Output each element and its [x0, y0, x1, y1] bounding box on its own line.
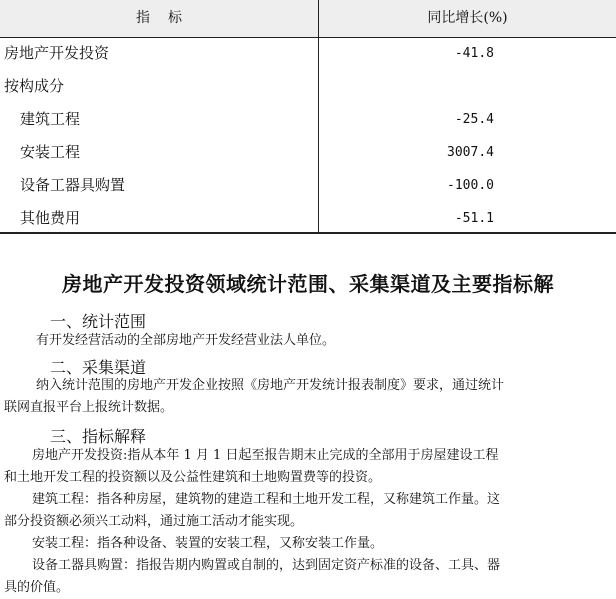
paragraph-line: 设备工器具购置：指报告期内购置或自制的，达到固定资产标准的设备、工具、器	[32, 558, 501, 573]
row-label: 设备工器具购置	[20, 176, 126, 194]
table-header	[0, 0, 616, 38]
row-value: -41.8	[454, 46, 494, 61]
section-heading: 一、统计范围	[50, 312, 147, 331]
table-row	[0, 169, 616, 202]
header-growth: 同比增长(%)	[427, 10, 508, 26]
doc-title: 房地产开发投资领域统计范围、采集渠道及主要指标解	[62, 272, 554, 296]
row-value: 3007.4	[447, 145, 494, 160]
paragraph-line: 纳入统计范围的房地产开发企业按照《房地产开发统计报表制度》要求，通过统计	[36, 378, 505, 393]
table-row	[0, 136, 616, 169]
paragraph-line: 安装工程：指各种设备、装置的安装工程，又称安装工作量。	[32, 536, 384, 551]
row-value: -100.0	[447, 178, 494, 193]
paragraph-line: 房地产开发投资:指从本年 1 月 1 日起至报告期末止完成的全部用于房屋建设工程	[32, 448, 499, 463]
header-indicator: 指标	[136, 10, 200, 26]
paragraph-line: 有开发经营活动的全部房地产开发经营业法人单位。	[36, 333, 336, 348]
paragraph-line: 和土地开发工程的投资额以及公益性建筑和土地购置费等的投资。	[4, 470, 382, 485]
table-row	[0, 103, 616, 136]
table-bottom-rule	[0, 232, 616, 234]
paragraph-line: 联网直报平台上报统计数据。	[4, 400, 174, 415]
row-label: 建筑工程	[20, 110, 81, 128]
section-body	[4, 375, 614, 419]
row-label: 按构成分	[4, 77, 65, 95]
row-label: 其他费用	[20, 209, 81, 227]
section-heading: 二、采集渠道	[50, 358, 147, 377]
table-row	[0, 37, 616, 70]
paragraph-line: 建筑工程：指各种房屋，建筑物的建造工程和土地开发工程，又称建筑工作量。这	[32, 492, 501, 507]
table-row	[0, 202, 616, 235]
row-label: 房地产开发投资	[4, 44, 110, 62]
row-value: -25.4	[454, 112, 494, 127]
paragraph-line: 具的价值。	[4, 580, 70, 595]
paragraph-line: 部分投资额必须兴工动料，通过施工活动才能实现。	[4, 514, 304, 529]
section-body	[4, 330, 614, 352]
section-body	[4, 445, 614, 599]
row-label: 安装工程	[20, 143, 81, 161]
table-row	[0, 70, 616, 103]
row-value: -51.1	[454, 211, 494, 226]
section-heading: 三、指标解释	[50, 427, 147, 446]
